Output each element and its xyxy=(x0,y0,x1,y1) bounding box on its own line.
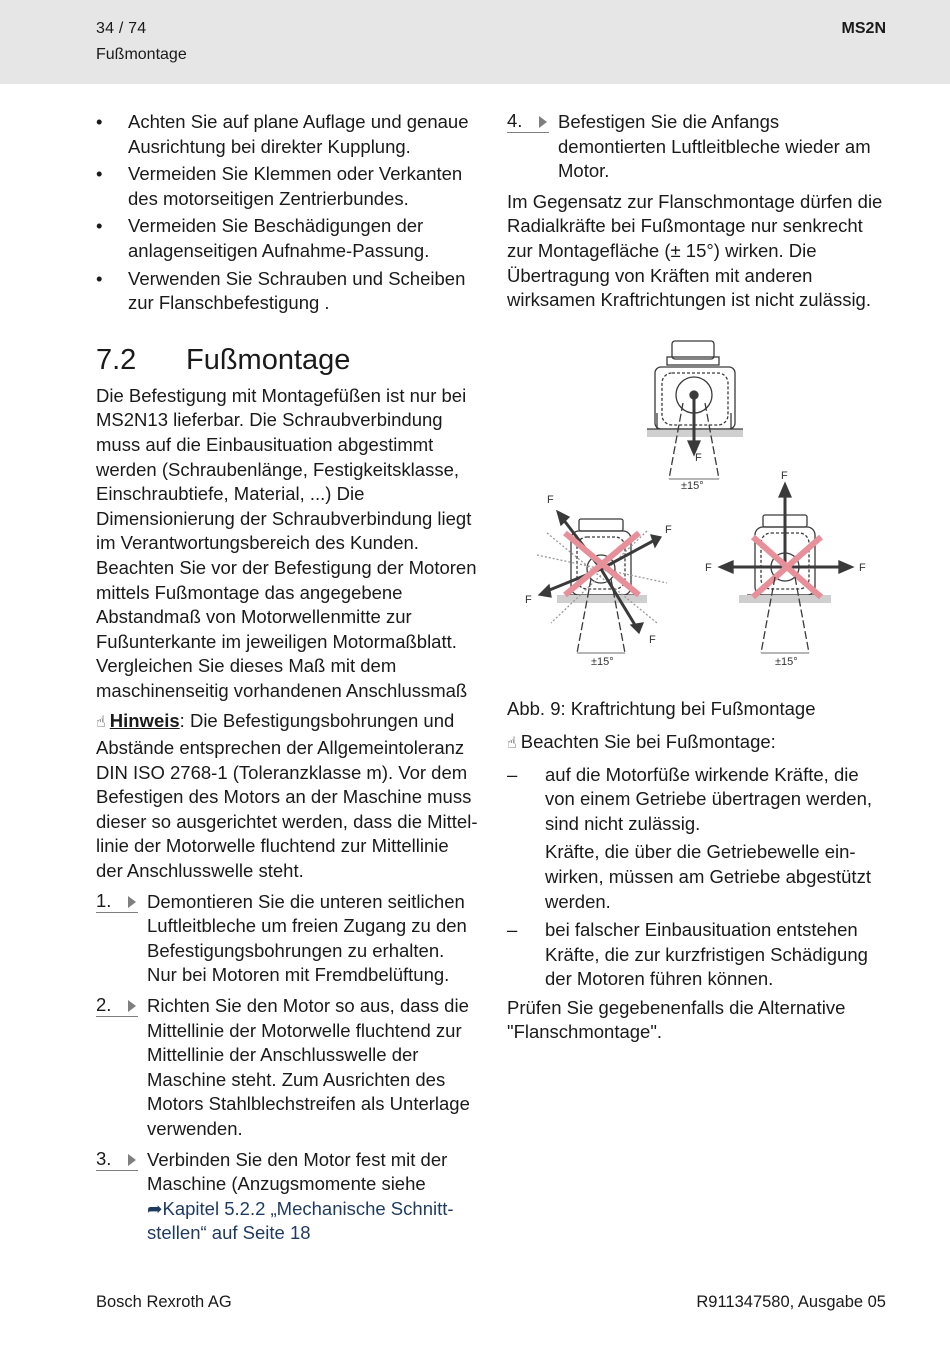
right-force-label-up: F xyxy=(781,469,788,482)
page-indicator: 34 / 74 xyxy=(96,20,147,37)
bullet-symbol: • xyxy=(96,215,103,237)
hand-pointer-icon: ☝ xyxy=(507,734,517,752)
cross-reference-link[interactable]: Kapitel 5.2.2 „Mechanische Schnittstellen“ auf Seite 18 xyxy=(147,1197,454,1244)
step-arrow-icon xyxy=(128,896,136,908)
cross-reference-arrow-icon: ➦ xyxy=(147,1197,163,1219)
bullet-symbol: • xyxy=(96,163,103,185)
bullet-item xyxy=(96,162,478,211)
bullet-text: Vermeiden Sie Beschädigungen der anlagenseitigen Aufnahme-Passung. xyxy=(128,215,430,261)
dash-text: bei falscher Einbausituation entstehen Kräfte, die zur kurzfristigen Schädigung der Motoren führen können. xyxy=(545,919,868,990)
right-angle-label: ±15° xyxy=(775,655,798,668)
step-number: 2. xyxy=(96,994,138,1017)
step-item xyxy=(96,994,478,1142)
right-column xyxy=(507,110,887,1051)
section-number: 7.2 xyxy=(96,343,137,376)
radial-force-paragraph: Im Gegensatz zur Flanschmontage dürfen die Radialkräfte bei Fußmontage nur senkrecht zur Montagefläche (± 15°) wirken. Die Übertragung von Kräften mit anderen wirksamen Kraftrichtungen ist nicht zulässig. xyxy=(507,190,883,311)
header-product-name: MS2N xyxy=(841,20,886,37)
bullet-symbol: • xyxy=(96,111,103,132)
hand-pointer-icon: ☝ xyxy=(96,714,106,732)
note-paragraph xyxy=(96,709,478,883)
step-number: 1. xyxy=(96,890,138,913)
dash-symbol: – xyxy=(507,763,518,785)
left-column xyxy=(96,110,478,1252)
dash-symbol: – xyxy=(507,919,518,941)
step-number: 3. xyxy=(96,1148,138,1171)
step-arrow-icon xyxy=(128,1000,136,1012)
footer-document-id: R911347580, Ausgabe 05 xyxy=(696,1293,886,1311)
page-header xyxy=(0,0,950,84)
step-text: Befestigen Sie die Anfangs demontierten Luftleitbleche wieder am Motor. xyxy=(558,111,871,182)
left-angle-label: ±15° xyxy=(591,655,614,668)
note-text: Die Befestigungsbohrungen und Abstände entsprechen der Allgemeintoleranz DIN ISO 2768-1 (Toleranzklasse m). Vor dem Befestigen des Motors an der Maschine muss dieser so ausgerichtet werden, dass die Mittellinie der Motorwelle fluchtend zur Mittellinie der Anschlusswelle steht. xyxy=(96,710,478,882)
bullet-symbol: • xyxy=(96,267,103,289)
bullet-item xyxy=(96,214,478,263)
dash-text: auf die Motorfüße wirkende Kräfte, die von einem Getriebe übertragen werden, sind nicht zulässig. xyxy=(545,763,873,834)
note-colon: : xyxy=(179,710,185,732)
step-text: Richten Sie den Motor so aus, dass die Mittellinie der Motorwelle fluchtend zur Mittellinie der Anschlusswelle der Maschine steht. Zum Ausrichten des Motors Stahlblechstreifen als Unterlage verwenden. xyxy=(147,995,470,1139)
force-direction-figure xyxy=(507,333,887,673)
right-force-label-left: F xyxy=(705,561,712,574)
bullet-text: Vermeiden Sie Klemmen oder Verkanten des motorseitigen Zentrierbundes. xyxy=(128,163,463,209)
left-force-label-2: F xyxy=(665,523,672,536)
footer-company: Bosch Rexroth AG xyxy=(96,1293,232,1311)
intro-paragraph: Die Befestigung mit Montagefüßen ist nur bei MS2N13 lieferbar. Die Schraubverbindung muss auf die Einbausituation abgestimmt werden (Schraubenlänge, Festigkeitsklasse, Einschraubtiefe, Material, ...) Die Dimensionierung der Schraubverbindung liegt im Verantwortungsbereich des Kunden. Beachten Sie vor der Befestigung der Motoren mittels Fußmontage das angegebene Abstandmaß von Motorwellenmitte zur Fußunterkante im jeweiligen Motormaßblatt. Vergleichen Sie dieses Maß mit dem maschinenseitig vorhandenen Anschlussmaß xyxy=(96,384,477,701)
note-text: Beachten Sie bei Fußmontage: xyxy=(520,730,776,752)
left-force-label-4: F xyxy=(649,633,656,646)
step-text xyxy=(147,1148,478,1246)
dash-item xyxy=(507,918,887,992)
left-force-label-3: F xyxy=(525,593,532,606)
top-force-label: F xyxy=(695,451,702,464)
step-arrow-icon xyxy=(539,116,547,128)
header-section-title: Fußmontage xyxy=(96,46,187,63)
dash-item xyxy=(507,763,887,837)
step-item xyxy=(96,1148,478,1246)
note-paragraph xyxy=(507,730,887,757)
step-text-part: Verbinden Sie den Motor fest mit der Maschine (Anzugsmomente siehe xyxy=(147,1148,448,1195)
step-arrow-icon xyxy=(128,1154,136,1166)
step-number: 4. xyxy=(507,110,549,133)
figure-caption: Abb. 9: Kraftrichtung bei Fußmontage xyxy=(507,698,816,720)
left-ground xyxy=(557,595,647,603)
dash-subparagraph: Kräfte, die über die Getriebewelle einwirken, müssen am Getriebe abgestützt werden. xyxy=(545,841,871,912)
step-item xyxy=(507,110,887,184)
step-text: Demontieren Sie die unteren seitlichen Luftleitbleche um freien Zugang zu den Befestigungsbohrungen zu erhalten. Nur bei Motoren mit Fremdbelüftung. xyxy=(147,890,467,986)
alternative-paragraph: Prüfen Sie gegebenenfalls die Alternative "Flanschmontage". xyxy=(507,996,846,1043)
right-force-label-right: F xyxy=(859,561,866,574)
bullet-text: Achten Sie auf plane Auflage und genaue Ausrichtung bei direkter Kupplung. xyxy=(128,111,469,157)
note-label: Hinweis xyxy=(109,710,180,732)
section-title: Fußmontage xyxy=(186,343,351,376)
bullet-text: Verwenden Sie Schrauben und Scheiben zur Flanschbefestigung . xyxy=(128,267,466,314)
step-item xyxy=(96,890,478,988)
left-force-label-1: F xyxy=(547,493,554,506)
section-heading xyxy=(96,342,478,378)
bullet-item xyxy=(96,267,478,316)
top-angle-label: ±15° xyxy=(681,479,704,492)
bullet-item xyxy=(96,110,478,159)
